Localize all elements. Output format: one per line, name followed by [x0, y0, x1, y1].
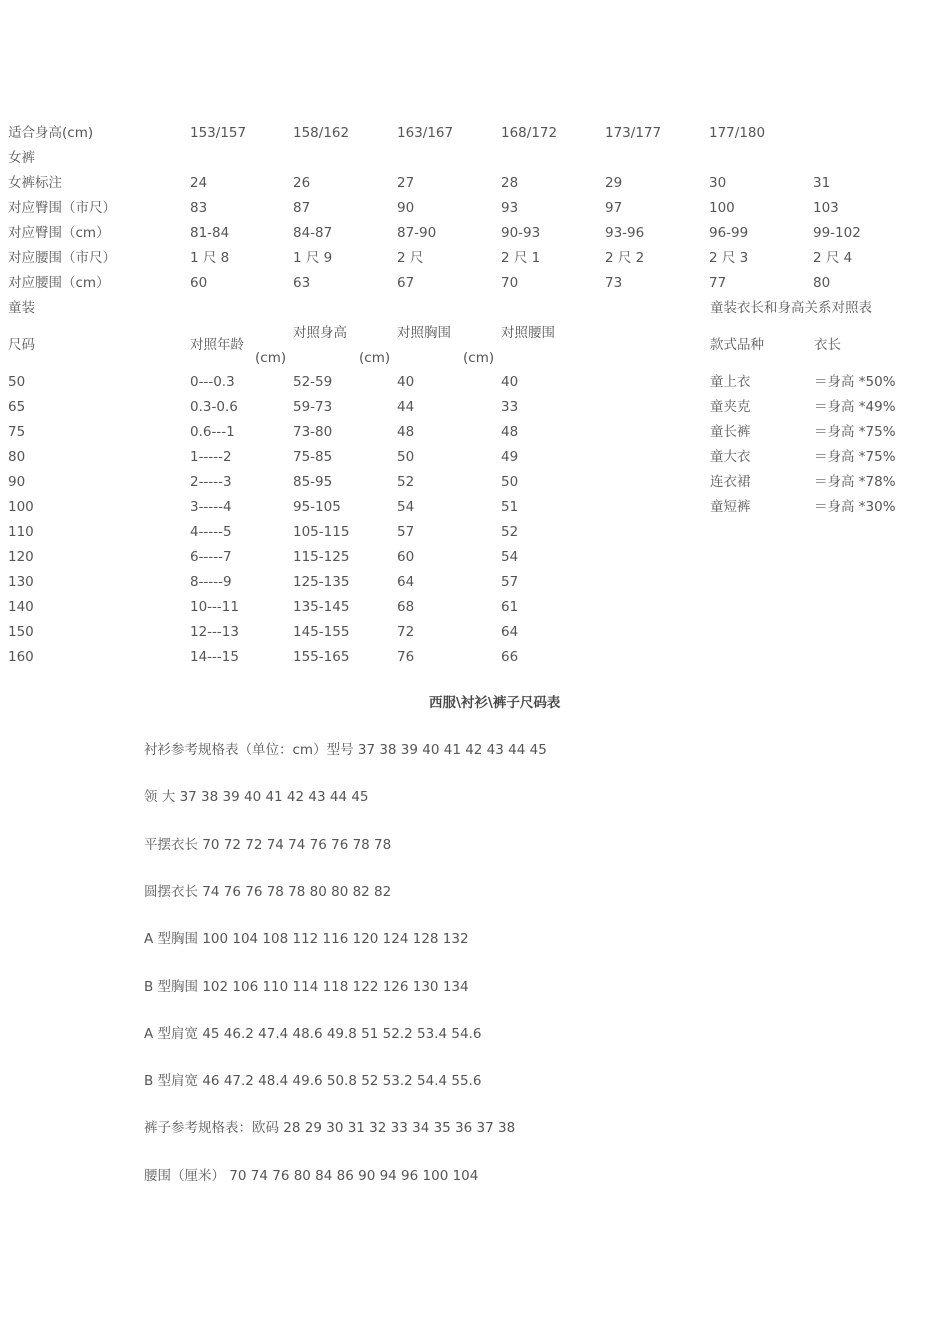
suit-section-title: 西服\衬衫\裤子尺码表 [429, 695, 561, 711]
kids-size-cell: 105-115 [293, 524, 350, 540]
women-pants-cell: 24 [190, 175, 208, 191]
kids-size-cell: 6-----7 [190, 549, 232, 565]
kids-size-cell: 50 [8, 374, 26, 390]
women-pants-cell: 87 [293, 200, 311, 216]
kids-ratio-cell: 童上衣 [710, 374, 751, 390]
kids-size-cell: 100 [8, 499, 34, 515]
kids-size-cell: 80 [8, 449, 26, 465]
women-pants-cell: 97 [605, 200, 623, 216]
kids-ratio-cell: ＝身高 *75% [814, 424, 896, 440]
kids-size-cell: 145-155 [293, 624, 350, 640]
kids-size-cell: 64 [501, 624, 519, 640]
kids-header-waist: 对照腰围 [501, 325, 555, 341]
kids-size-cell: 68 [397, 599, 415, 615]
women-pants-cell: 2 尺 2 [605, 250, 645, 266]
kids-size-cell: 40 [397, 374, 415, 390]
kids-section-label: 童装 [8, 300, 35, 316]
women-pants-cell: 73 [605, 275, 623, 291]
kids-ratio-cell: ＝身高 *49% [814, 399, 896, 415]
women-pants-cell: 87-90 [397, 225, 437, 241]
women-pants-cell: 2 尺 4 [813, 250, 853, 266]
women-pants-cell: 31 [813, 175, 831, 191]
kids-size-cell: 57 [397, 524, 415, 540]
kids-ratio-cell: 童夹克 [710, 399, 751, 415]
kids-size-cell: 54 [397, 499, 415, 515]
suit-size-line: B 型胸围 102 106 110 114 118 122 126 130 134 [144, 978, 469, 995]
kids-size-cell: 50 [501, 474, 519, 490]
kids-size-cell: 85-95 [293, 474, 333, 490]
women-pants-cell: 99-102 [813, 225, 861, 241]
kids-header-chest-unit: (cm) [463, 350, 495, 366]
women-pants-cell: 30 [709, 175, 727, 191]
suit-size-line: B 型肩宽 46 47.2 48.4 49.6 50.8 52 53.2 54.4 55.6 [144, 1073, 482, 1090]
kids-ratio-cell: ＝身高 *75% [814, 449, 896, 465]
women-pants-cell: 67 [397, 275, 415, 291]
kids-size-cell: 59-73 [293, 399, 333, 415]
kids-ratio-cell: 童大衣 [710, 449, 751, 465]
women-pants-cell: 2 尺 [397, 250, 424, 266]
women-pants-cell: 28 [501, 175, 519, 191]
kids-size-cell: 60 [397, 549, 415, 565]
women-pants-cell: 163/167 [397, 125, 454, 141]
kids-header-age: 对照年龄 [190, 337, 244, 353]
kids-size-cell: 50 [397, 449, 415, 465]
suit-size-line: 平摆衣长 70 72 72 74 74 76 76 78 78 [144, 836, 392, 853]
kids-header-height: 对照身高 [293, 325, 347, 341]
kids-header-chest: 对照胸围 [397, 325, 451, 341]
women-pants-cell: 对应臀围（cm） [8, 225, 110, 241]
kids-size-cell: 40 [501, 374, 519, 390]
kids-size-cell: 150 [8, 624, 34, 640]
women-pants-cell: 2 尺 3 [709, 250, 749, 266]
kids-ratio-cell: 童长裤 [710, 424, 751, 440]
kids-size-cell: 130 [8, 574, 34, 590]
women-pants-cell: 93-96 [605, 225, 645, 241]
kids-size-cell: 155-165 [293, 649, 350, 665]
suit-size-line: A 型胸围 100 104 108 112 116 120 124 128 132 [144, 931, 469, 948]
suit-size-line: A 型肩宽 45 46.2 47.4 48.6 49.8 51 52.2 53.4 54.6 [144, 1025, 482, 1042]
women-pants-cell: 100 [709, 200, 735, 216]
kids-size-cell: 51 [501, 499, 519, 515]
kids-size-cell: 0.6---1 [190, 424, 235, 440]
kids-size-cell: 95-105 [293, 499, 341, 515]
kids-size-cell: 75-85 [293, 449, 333, 465]
kids-size-cell: 140 [8, 599, 34, 615]
women-pants-cell: 对应腰围（市尺） [8, 250, 116, 266]
kids-size-cell: 75 [8, 424, 26, 440]
kids-size-cell: 33 [501, 399, 519, 415]
kids-size-cell: 54 [501, 549, 519, 565]
kids-size-cell: 90 [8, 474, 26, 490]
kids-ratio-title: 童装衣长和身高关系对照表 [710, 300, 872, 316]
women-pants-cell: 81-84 [190, 225, 230, 241]
kids-size-cell: 76 [397, 649, 415, 665]
kids-size-cell: 10---11 [190, 599, 239, 615]
kids-size-cell: 61 [501, 599, 519, 615]
kids-size-cell: 135-145 [293, 599, 350, 615]
women-pants-cell: 70 [501, 275, 519, 291]
kids-ratio-header-style: 款式品种 [710, 337, 764, 353]
women-pants-cell: 63 [293, 275, 311, 291]
kids-ratio-cell: 童短裤 [710, 499, 751, 515]
women-pants-cell: 177/180 [709, 125, 766, 141]
women-pants-cell: 60 [190, 275, 208, 291]
kids-ratio-cell: ＝身高 *30% [814, 499, 896, 515]
women-pants-cell: 2 尺 1 [501, 250, 541, 266]
kids-size-cell: 48 [501, 424, 519, 440]
kids-size-cell: 52 [501, 524, 519, 540]
kids-size-cell: 2-----3 [190, 474, 232, 490]
women-pants-cell: 103 [813, 200, 839, 216]
women-pants-cell: 158/162 [293, 125, 350, 141]
women-pants-cell: 女裤 [8, 150, 35, 166]
kids-size-cell: 1-----2 [190, 449, 232, 465]
women-pants-cell: 96-99 [709, 225, 749, 241]
kids-size-cell: 73-80 [293, 424, 333, 440]
kids-ratio-cell: 连衣裙 [710, 474, 751, 490]
suit-size-line: 领 大 37 38 39 40 41 42 43 44 45 [144, 789, 369, 806]
kids-size-cell: 115-125 [293, 549, 350, 565]
kids-header-size: 尺码 [8, 337, 35, 353]
kids-size-cell: 49 [501, 449, 519, 465]
women-pants-cell: 27 [397, 175, 415, 191]
suit-size-line: 腰围（厘米） 70 74 76 80 84 86 90 94 96 100 104 [144, 1167, 479, 1184]
women-pants-cell: 90-93 [501, 225, 541, 241]
women-pants-cell: 对应腰围（cm） [8, 275, 110, 291]
women-pants-cell: 84-87 [293, 225, 333, 241]
kids-size-cell: 0---0.3 [190, 374, 235, 390]
kids-size-cell: 52-59 [293, 374, 333, 390]
kids-size-cell: 72 [397, 624, 415, 640]
women-pants-cell: 77 [709, 275, 727, 291]
women-pants-cell: 1 尺 8 [190, 250, 230, 266]
kids-size-cell: 57 [501, 574, 519, 590]
women-pants-cell: 83 [190, 200, 208, 216]
kids-size-cell: 8-----9 [190, 574, 232, 590]
women-pants-cell: 153/157 [190, 125, 247, 141]
kids-ratio-header-length: 衣长 [814, 337, 841, 353]
kids-size-cell: 44 [397, 399, 415, 415]
suit-size-line: 圆摆衣长 74 76 76 78 78 80 80 82 82 [144, 883, 392, 900]
kids-size-cell: 4-----5 [190, 524, 232, 540]
women-pants-cell: 1 尺 9 [293, 250, 333, 266]
kids-header-height-unit: (cm) [359, 350, 391, 366]
women-pants-cell: 80 [813, 275, 831, 291]
women-pants-cell: 29 [605, 175, 623, 191]
kids-size-cell: 110 [8, 524, 34, 540]
kids-ratio-cell: ＝身高 *50% [814, 374, 896, 390]
kids-size-cell: 3-----4 [190, 499, 232, 515]
women-pants-cell: 93 [501, 200, 519, 216]
kids-size-cell: 65 [8, 399, 26, 415]
women-pants-cell: 26 [293, 175, 311, 191]
kids-size-cell: 14---15 [190, 649, 239, 665]
kids-size-cell: 125-135 [293, 574, 350, 590]
women-pants-cell: 168/172 [501, 125, 558, 141]
women-pants-cell: 173/177 [605, 125, 662, 141]
kids-size-cell: 52 [397, 474, 415, 490]
kids-size-cell: 12---13 [190, 624, 239, 640]
women-pants-cell: 适合身高(cm) [8, 125, 94, 141]
suit-size-line: 衬衫参考规格表（单位：cm）型号 37 38 39 40 41 42 43 44 45 [144, 742, 547, 758]
kids-size-cell: 0.3-0.6 [190, 399, 238, 415]
women-pants-cell: 90 [397, 200, 415, 216]
suit-size-line: 裤子参考规格表：欧码 28 29 30 31 32 33 34 35 36 37 38 [144, 1120, 516, 1137]
kids-size-cell: 48 [397, 424, 415, 440]
women-pants-cell: 女裤标注 [8, 175, 62, 191]
women-pants-cell: 对应臀围（市尺） [8, 200, 116, 216]
kids-size-cell: 64 [397, 574, 415, 590]
kids-header-age-unit: (cm) [255, 350, 287, 366]
kids-size-cell: 66 [501, 649, 519, 665]
kids-size-cell: 120 [8, 549, 34, 565]
kids-ratio-cell: ＝身高 *78% [814, 474, 896, 490]
kids-size-cell: 160 [8, 649, 34, 665]
